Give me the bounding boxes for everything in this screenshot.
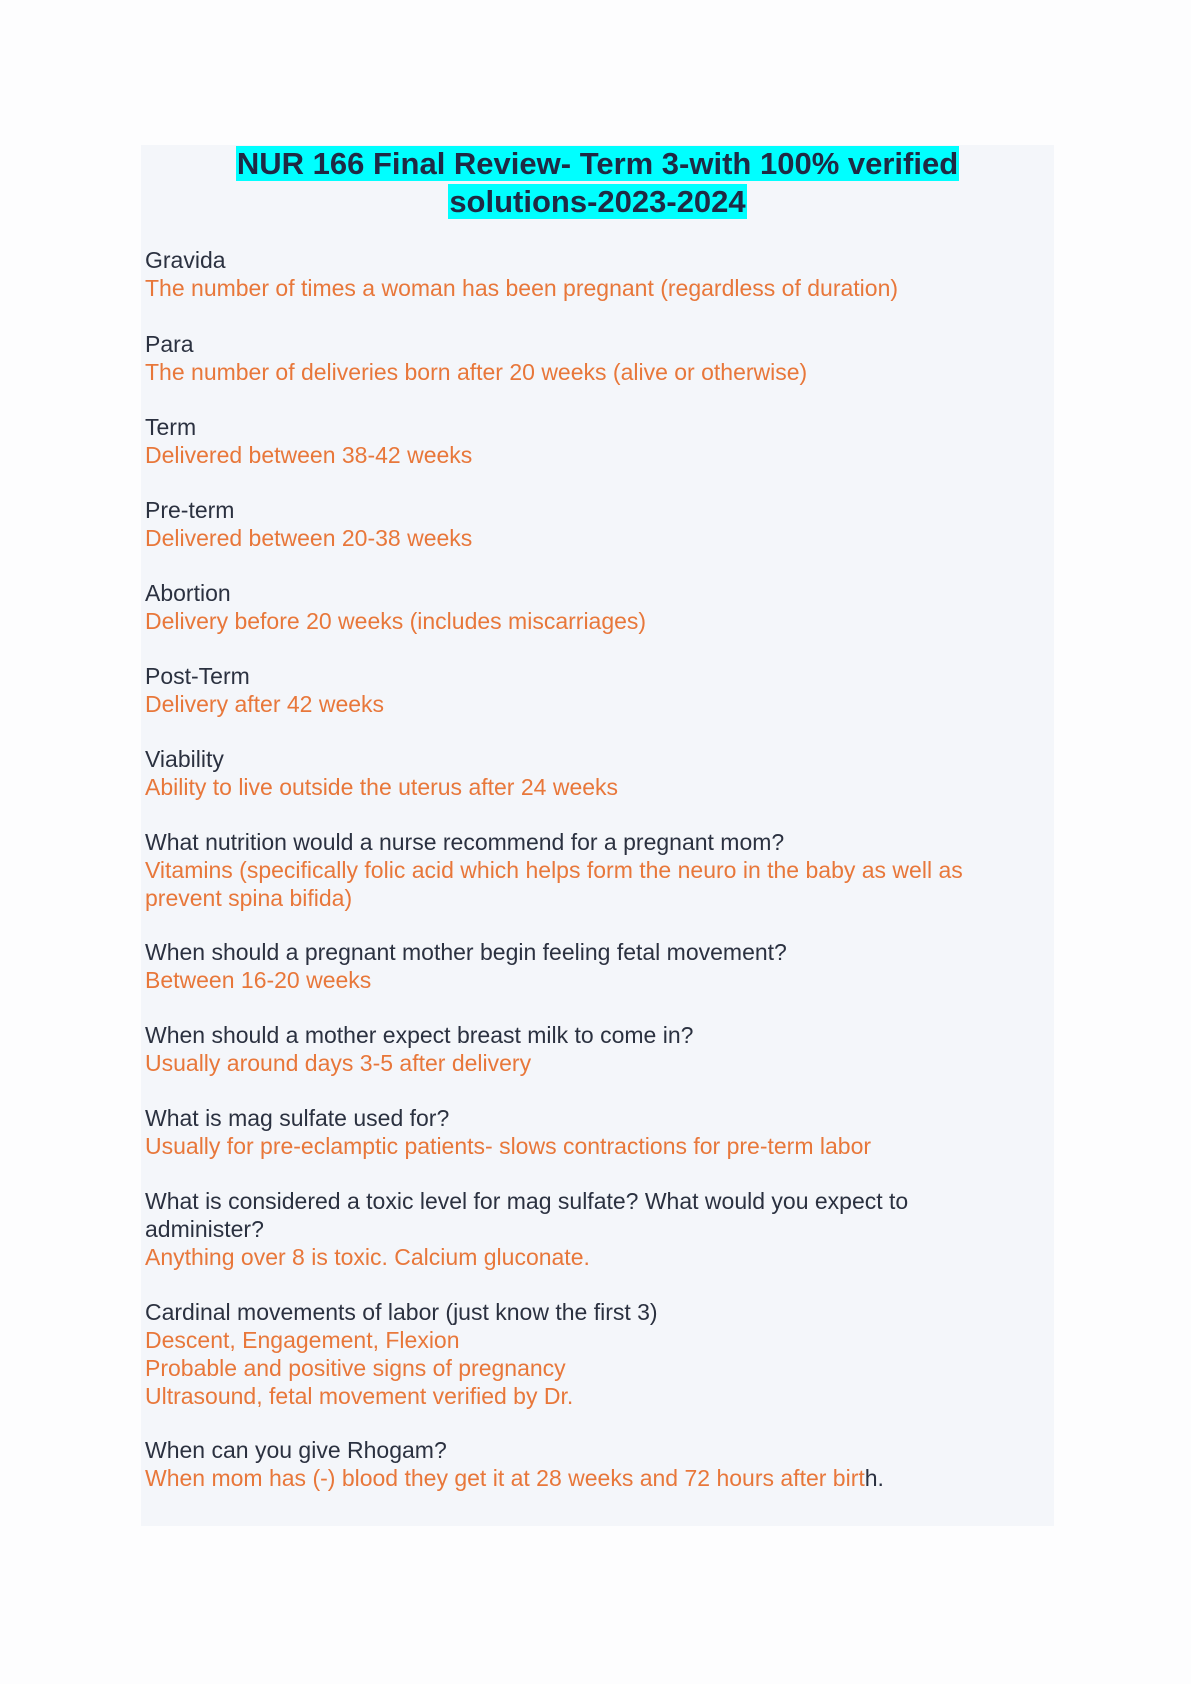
qa-item [145, 1021, 1045, 1077]
answer-tail: h. [864, 1465, 884, 1491]
qa-item [145, 1187, 1045, 1271]
qa-item [145, 828, 1045, 912]
document-title [141, 145, 1054, 221]
question: Post-Term [145, 663, 250, 689]
answer: Ability to live outside the uterus after 24 weeks [145, 774, 619, 800]
question: Abortion [145, 580, 231, 606]
qa-item [145, 662, 1045, 718]
question: Term [145, 414, 197, 440]
answer [145, 1464, 1045, 1492]
question: When should a mother expect breast milk to come in? [145, 1022, 694, 1048]
question: When can you give Rhogam? [145, 1437, 447, 1463]
document-panel [141, 145, 1054, 1526]
answer: Delivered between 20-38 weeks [145, 525, 473, 551]
answer: Delivered between 38-42 weeks [145, 442, 473, 468]
answer: Vitamins (specifically folic acid which helps form the neuro in the baby as well as [145, 857, 963, 883]
answer: Probable and positive signs of pregnancy [145, 1355, 566, 1381]
qa-item [145, 1104, 1045, 1160]
question: What is considered a toxic level for mag sulfate? What would you expect to [145, 1188, 909, 1214]
qa-item [145, 1298, 1045, 1410]
answer: Anything over 8 is toxic. Calcium gluconate. [145, 1244, 590, 1270]
title-line-1: NUR 166 Final Review- Term 3-with 100% verified [236, 146, 959, 181]
qa-item [145, 745, 1045, 801]
answer: prevent spina bifida) [145, 885, 353, 911]
qa-item [145, 938, 1045, 994]
answer: The number of times a woman has been pregnant (regardless of duration) [145, 275, 899, 301]
question: What nutrition would a nurse recommend for a pregnant mom? [145, 829, 785, 855]
answer: Usually around days 3-5 after delivery [145, 1050, 532, 1076]
answer: Ultrasound, fetal movement verified by Dr. [145, 1383, 574, 1409]
question: Cardinal movements of labor (just know the first 3) [145, 1299, 658, 1325]
title-line-2: solutions-2023-2024 [449, 184, 746, 219]
answer: Delivery before 20 weeks (includes miscarriages) [145, 608, 647, 634]
qa-item [145, 1436, 1045, 1492]
qa-item [145, 330, 1045, 386]
question: Viability [145, 746, 224, 772]
answer: Between 16-20 weeks [145, 967, 372, 993]
question: Gravida [145, 247, 226, 273]
answer-text: When mom has (-) blood they get it at 28 weeks and 72 hours after birt [145, 1465, 865, 1491]
qa-item [145, 579, 1045, 635]
answer: Descent, Engagement, Flexion [145, 1327, 460, 1353]
qa-item [145, 413, 1045, 469]
question: When should a pregnant mother begin feeling fetal movement? [145, 939, 787, 965]
answer: The number of deliveries born after 20 weeks (alive or otherwise) [145, 359, 808, 385]
question-continued: administer? [145, 1216, 264, 1242]
answer: Delivery after 42 weeks [145, 691, 385, 717]
qa-item [145, 496, 1045, 552]
question: Para [145, 331, 194, 357]
qa-item [145, 246, 1045, 302]
question: What is mag sulfate used for? [145, 1105, 450, 1131]
question: Pre-term [145, 497, 235, 523]
answer: Usually for pre-eclamptic patients- slows contractions for pre-term labor [145, 1133, 872, 1159]
